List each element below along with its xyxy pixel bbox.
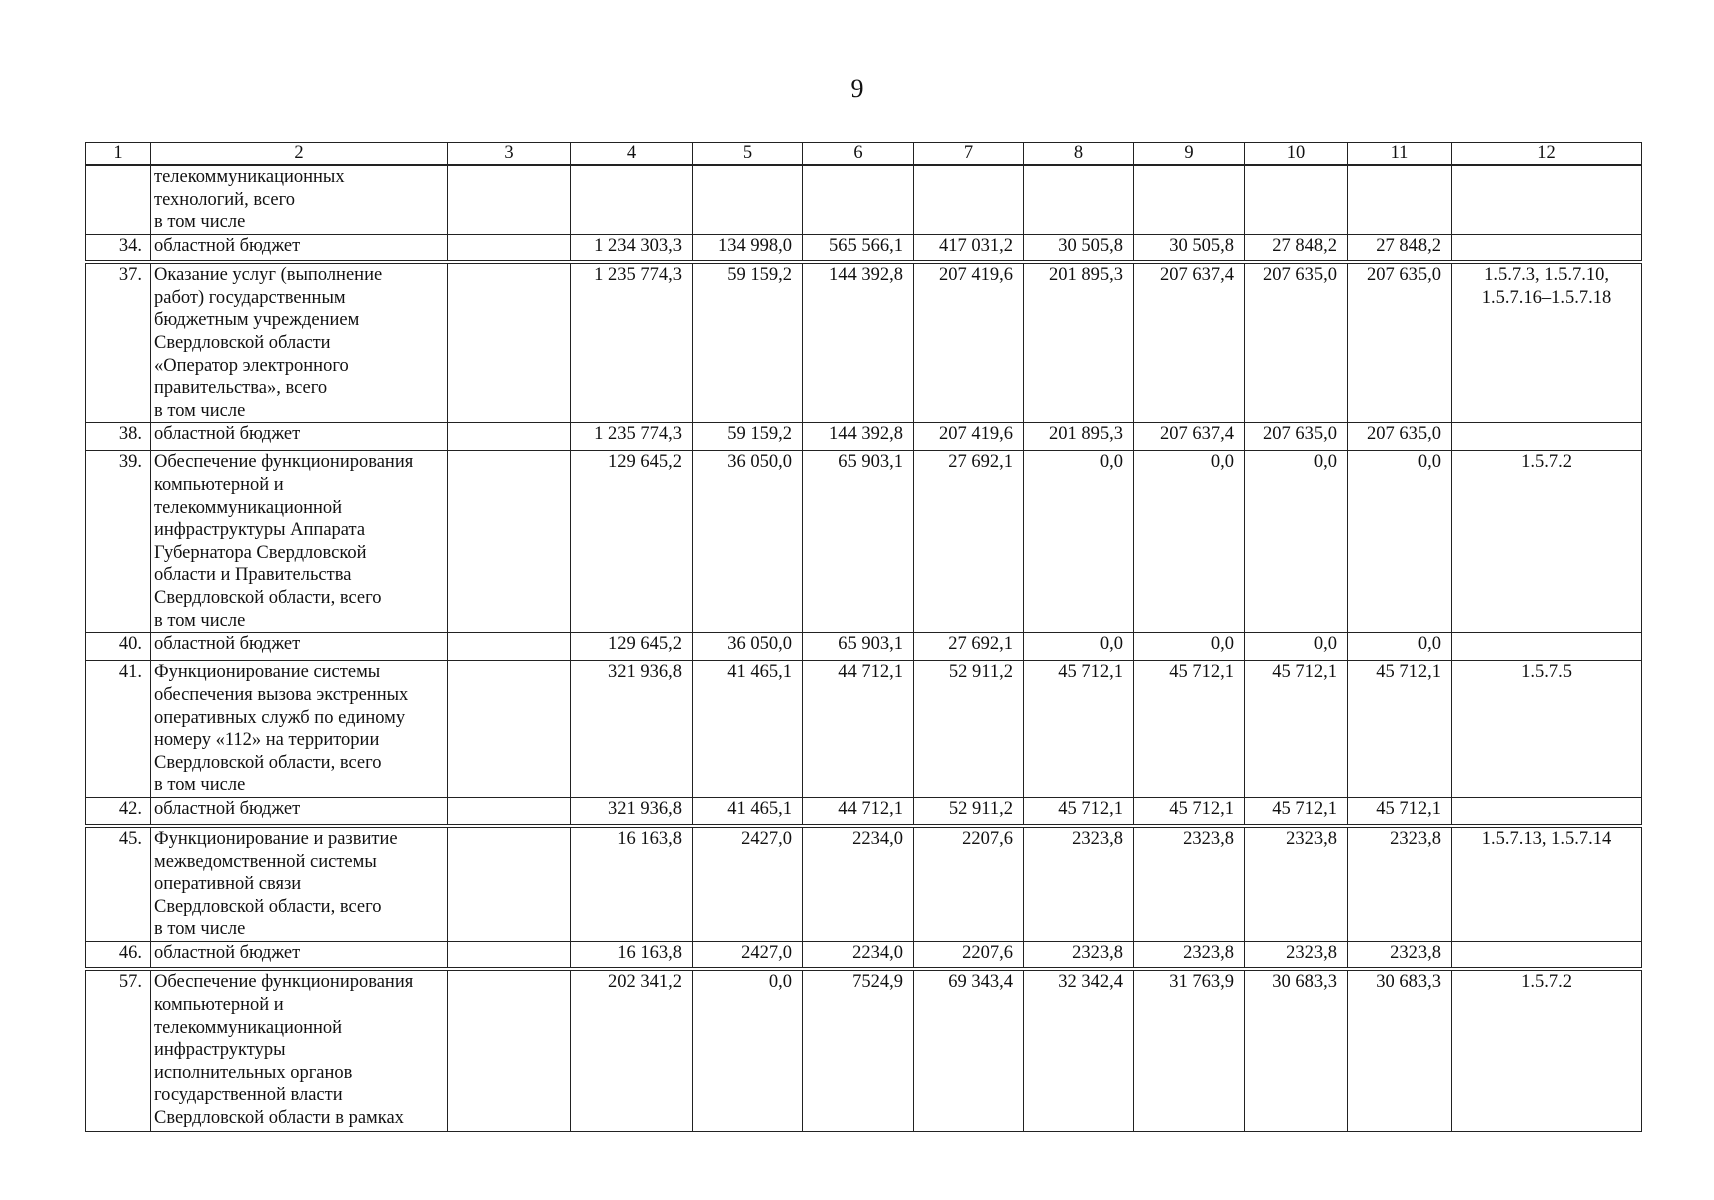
description-line: Свердловской области <box>154 333 331 354</box>
value-cell: 417 031,2 <box>914 234 1024 262</box>
description-line: Свердловской области, всего <box>154 588 382 608</box>
value-cell: 16 163,8 <box>571 826 693 941</box>
row-index: 39. <box>86 451 151 633</box>
description-line: бюджетным учреждением <box>154 310 360 331</box>
value-cell: 0,0 <box>1245 451 1348 633</box>
row-description <box>151 633 448 661</box>
target-indicator-cell <box>1452 661 1642 798</box>
row-index: 41. <box>86 661 151 798</box>
description-line: работ) государственным <box>154 287 346 308</box>
value-cell: 52 911,2 <box>914 798 1024 826</box>
description-line: областной бюджет <box>154 235 301 256</box>
value-cell: 2234,0 <box>803 826 914 941</box>
row-index: 34. <box>86 234 151 262</box>
table-row <box>86 941 1642 969</box>
target-indicator-line: 1.5.7.16–1.5.7.18 <box>1481 287 1612 308</box>
description-line: в том числе <box>154 212 246 233</box>
value-cell: 0,0 <box>1348 633 1452 661</box>
value-cell: 65 903,1 <box>803 633 914 661</box>
value-cell: 45 712,1 <box>1134 661 1245 798</box>
value-cell: 129 645,2 <box>571 633 693 661</box>
row-index: 38. <box>86 423 151 451</box>
description-line: оперативных служб по единому <box>154 707 406 728</box>
description-line: государственной власти <box>154 1085 343 1106</box>
value-cell <box>1348 165 1452 234</box>
description-line: Функционирование системы <box>154 662 381 683</box>
table-body <box>86 143 1642 1132</box>
table-row <box>86 451 1642 633</box>
value-cell: 45 712,1 <box>1245 798 1348 826</box>
row-description <box>151 423 448 451</box>
row-description <box>151 941 448 969</box>
target-indicator-line: 1.5.7.2 <box>1521 452 1572 473</box>
value-cell: 207 635,0 <box>1245 423 1348 451</box>
value-cell <box>1134 165 1245 234</box>
description-line: межведомственной системы <box>154 851 377 872</box>
table-row <box>86 798 1642 826</box>
value-cell: 45 712,1 <box>1348 661 1452 798</box>
column-header: 10 <box>1245 143 1348 166</box>
description-line: областной бюджет <box>154 424 301 445</box>
value-cell: 45 712,1 <box>1245 661 1348 798</box>
value-cell: 0,0 <box>1024 633 1134 661</box>
description-line: Свердловской области, всего <box>154 752 382 773</box>
column-header: 8 <box>1024 143 1134 166</box>
value-cell <box>1245 165 1348 234</box>
value-cell: 59 159,2 <box>693 262 803 423</box>
target-indicator-cell <box>1452 798 1642 826</box>
budget-table <box>85 142 1642 1132</box>
column-header: 12 <box>1452 143 1642 166</box>
row-index: 37. <box>86 262 151 423</box>
value-cell: 2323,8 <box>1134 941 1245 969</box>
description-line: компьютерной и <box>154 475 284 496</box>
value-cell: 27 848,2 <box>1245 234 1348 262</box>
value-cell: 2323,8 <box>1245 826 1348 941</box>
value-cell: 207 419,6 <box>914 423 1024 451</box>
value-cell: 201 895,3 <box>1024 262 1134 423</box>
row-index: 45. <box>86 826 151 941</box>
description-line: в том числе <box>154 919 246 940</box>
table-row <box>86 165 1642 234</box>
row-index: 57. <box>86 969 151 1131</box>
description-line: телекоммуникационной <box>154 497 343 518</box>
column-header: 1 <box>86 143 151 166</box>
description-line: обеспечения вызова экстренных <box>154 685 409 706</box>
value-cell: 2323,8 <box>1024 941 1134 969</box>
column-header: 6 <box>803 143 914 166</box>
value-cell: 7524,9 <box>803 969 914 1131</box>
value-cell <box>1024 165 1134 234</box>
value-cell: 207 637,4 <box>1134 262 1245 423</box>
description-line: «Оператор электронного <box>154 355 349 376</box>
page-number: 9 <box>850 74 864 103</box>
value-cell: 52 911,2 <box>914 661 1024 798</box>
description-line: инфраструктуры Аппарата <box>154 520 366 541</box>
row-description <box>151 234 448 262</box>
value-cell: 30 505,8 <box>1024 234 1134 262</box>
column-3-cell <box>448 234 571 262</box>
row-description <box>151 451 448 633</box>
target-indicator-cell <box>1452 234 1642 262</box>
value-cell: 44 712,1 <box>803 661 914 798</box>
table-row <box>86 969 1642 1131</box>
column-3-cell <box>448 633 571 661</box>
value-cell: 565 566,1 <box>803 234 914 262</box>
value-cell: 36 050,0 <box>693 633 803 661</box>
value-cell: 41 465,1 <box>693 798 803 826</box>
value-cell <box>803 165 914 234</box>
value-cell: 2323,8 <box>1348 941 1452 969</box>
value-cell: 31 763,9 <box>1134 969 1245 1131</box>
target-indicator-cell <box>1452 423 1642 451</box>
value-cell: 0,0 <box>1134 633 1245 661</box>
table-row <box>86 661 1642 798</box>
value-cell: 2207,6 <box>914 941 1024 969</box>
target-indicator-cell <box>1452 165 1642 234</box>
column-header: 4 <box>571 143 693 166</box>
value-cell: 2323,8 <box>1024 826 1134 941</box>
description-line: оперативной связи <box>154 874 302 895</box>
value-cell: 207 637,4 <box>1134 423 1245 451</box>
description-line: Свердловской области, всего <box>154 896 382 917</box>
value-cell: 202 341,2 <box>571 969 693 1131</box>
description-line: областной бюджет <box>154 634 301 655</box>
column-3-cell <box>448 423 571 451</box>
value-cell: 30 505,8 <box>1134 234 1245 262</box>
value-cell: 2323,8 <box>1134 826 1245 941</box>
column-header: 11 <box>1348 143 1452 166</box>
target-indicator-cell <box>1452 633 1642 661</box>
column-header: 3 <box>448 143 571 166</box>
description-line: исполнительных органов <box>154 1062 353 1083</box>
target-indicator-line: 1.5.7.2 <box>1521 972 1572 993</box>
description-line: области и Правительства <box>154 565 352 586</box>
value-cell: 2234,0 <box>803 941 914 969</box>
value-cell: 45 712,1 <box>1024 798 1134 826</box>
target-indicator-line: 1.5.7.13, 1.5.7.14 <box>1481 828 1612 849</box>
value-cell: 36 050,0 <box>693 451 803 633</box>
value-cell: 65 903,1 <box>803 451 914 633</box>
description-line: областной бюджет <box>154 799 301 820</box>
value-cell: 2207,6 <box>914 826 1024 941</box>
value-cell: 59 159,2 <box>693 423 803 451</box>
value-cell: 27 692,1 <box>914 451 1024 633</box>
value-cell: 129 645,2 <box>571 451 693 633</box>
description-line: Обеспечение функционирования <box>154 972 414 993</box>
description-line: инфраструктуры <box>154 1040 286 1061</box>
value-cell: 201 895,3 <box>1024 423 1134 451</box>
header-row <box>86 143 1642 166</box>
value-cell: 1 235 774,3 <box>571 423 693 451</box>
target-indicator-cell <box>1452 941 1642 969</box>
value-cell: 0,0 <box>1134 451 1245 633</box>
value-cell: 16 163,8 <box>571 941 693 969</box>
value-cell: 30 683,3 <box>1348 969 1452 1131</box>
value-cell: 0,0 <box>1245 633 1348 661</box>
table-row <box>86 633 1642 661</box>
column-3-cell <box>448 941 571 969</box>
target-indicator-cell <box>1452 969 1642 1131</box>
value-cell: 27 692,1 <box>914 633 1024 661</box>
description-line: Функционирование и развитие <box>154 828 398 849</box>
value-cell: 134 998,0 <box>693 234 803 262</box>
value-cell: 45 712,1 <box>1024 661 1134 798</box>
value-cell <box>571 165 693 234</box>
target-indicator-cell <box>1452 826 1642 941</box>
table-row <box>86 234 1642 262</box>
value-cell: 1 235 774,3 <box>571 262 693 423</box>
row-description <box>151 826 448 941</box>
value-cell: 144 392,8 <box>803 423 914 451</box>
value-cell: 321 936,8 <box>571 661 693 798</box>
value-cell <box>693 165 803 234</box>
value-cell: 0,0 <box>693 969 803 1131</box>
row-index: 42. <box>86 798 151 826</box>
column-header: 5 <box>693 143 803 166</box>
target-indicator-cell <box>1452 262 1642 423</box>
value-cell: 321 936,8 <box>571 798 693 826</box>
value-cell: 0,0 <box>1024 451 1134 633</box>
table-row <box>86 826 1642 941</box>
value-cell: 2427,0 <box>693 826 803 941</box>
row-index: 46. <box>86 941 151 969</box>
description-line: Обеспечение функционирования <box>154 452 414 473</box>
value-cell: 144 392,8 <box>803 262 914 423</box>
description-line: в том числе <box>154 610 246 631</box>
column-3-cell <box>448 262 571 423</box>
target-indicator-line: 1.5.7.5 <box>1521 662 1572 683</box>
column-3-cell <box>448 165 571 234</box>
description-line: Свердловской области в рамках <box>154 1107 404 1128</box>
value-cell: 45 712,1 <box>1134 798 1245 826</box>
column-header: 7 <box>914 143 1024 166</box>
description-line: областной бюджет <box>154 942 301 963</box>
description-line: технологий, всего <box>154 189 295 210</box>
value-cell: 44 712,1 <box>803 798 914 826</box>
value-cell: 2427,0 <box>693 941 803 969</box>
value-cell: 0,0 <box>1348 451 1452 633</box>
column-3-cell <box>448 798 571 826</box>
value-cell: 207 419,6 <box>914 262 1024 423</box>
column-3-cell <box>448 969 571 1131</box>
value-cell <box>914 165 1024 234</box>
value-cell: 27 848,2 <box>1348 234 1452 262</box>
row-description <box>151 262 448 423</box>
description-line: компьютерной и <box>154 995 284 1015</box>
value-cell: 30 683,3 <box>1245 969 1348 1131</box>
description-line: правительства», всего <box>154 378 328 399</box>
target-indicator-line: 1.5.7.3, 1.5.7.10, <box>1484 265 1609 286</box>
description-line: телекоммуникационной <box>154 1017 343 1038</box>
description-line: Губернатора Свердловской <box>154 542 367 563</box>
value-cell: 1 234 303,3 <box>571 234 693 262</box>
column-header: 9 <box>1134 143 1245 166</box>
target-indicator-cell <box>1452 451 1642 633</box>
value-cell: 41 465,1 <box>693 661 803 798</box>
description-line: в том числе <box>154 775 246 796</box>
description-line: телекоммуникационных <box>154 167 345 187</box>
description-line: номеру «112» на территории <box>154 730 380 751</box>
row-index: 40. <box>86 633 151 661</box>
value-cell: 2323,8 <box>1245 941 1348 969</box>
value-cell: 207 635,0 <box>1348 423 1452 451</box>
row-index <box>86 165 151 234</box>
row-description <box>151 798 448 826</box>
description-line: в том числе <box>154 400 246 421</box>
column-3-cell <box>448 661 571 798</box>
description-line: Оказание услуг (выполнение <box>154 265 383 286</box>
row-description <box>151 661 448 798</box>
table-row <box>86 262 1642 423</box>
table-row <box>86 423 1642 451</box>
value-cell: 207 635,0 <box>1348 262 1452 423</box>
column-3-cell <box>448 451 571 633</box>
row-description <box>151 165 448 234</box>
value-cell: 207 635,0 <box>1245 262 1348 423</box>
value-cell: 45 712,1 <box>1348 798 1452 826</box>
row-description <box>151 969 448 1131</box>
column-3-cell <box>448 826 571 941</box>
value-cell: 2323,8 <box>1348 826 1452 941</box>
column-header: 2 <box>151 143 448 166</box>
value-cell: 32 342,4 <box>1024 969 1134 1131</box>
value-cell: 69 343,4 <box>914 969 1024 1131</box>
